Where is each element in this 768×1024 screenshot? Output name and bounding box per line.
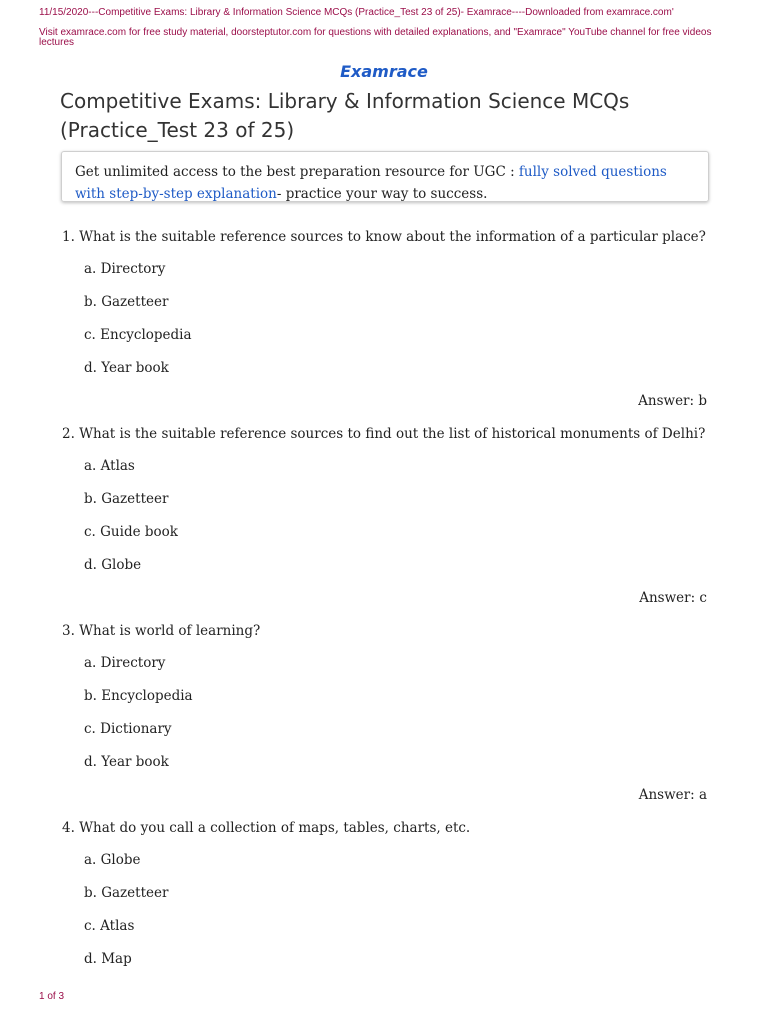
answer-option: b. Encyclopedia [84, 688, 193, 704]
page-counter: 1 of 3 [39, 991, 65, 1002]
answer-option: c. Dictionary [84, 721, 172, 737]
promo-link-line2: with step-by-step explanation [75, 186, 277, 202]
answer-option: d. Map [84, 951, 132, 967]
promo-text: Get unlimited access to the best preparation resource for UGC : [75, 164, 519, 180]
page-title-line2: (Practice_Test 23 of 25) [60, 118, 295, 142]
answer-key: Answer: b [638, 393, 707, 409]
question-text: 4. What do you call a collection of maps, tables, charts, etc. [62, 820, 471, 836]
promo-suffix: - practice your way to success. [276, 186, 488, 202]
answer-option: a. Directory [84, 261, 166, 277]
promo-box [61, 151, 709, 202]
answer-option: b. Gazetteer [84, 885, 169, 901]
answer-option: c. Guide book [84, 524, 178, 540]
brand-logo-text[interactable]: Examrace [340, 62, 428, 81]
answer-option: b. Gazetteer [84, 491, 169, 507]
answer-option: a. Directory [84, 655, 166, 671]
download-header: 11/15/2020---Competitive Exams: Library & Information Science MCQs (Practice_Test 23 of 25)- Examrace----Downloaded from examrace.com' [39, 7, 674, 18]
answer-option: d. Year book [84, 754, 169, 770]
question-text: 3. What is world of learning? [62, 623, 261, 639]
answer-option: b. Gazetteer [84, 294, 169, 310]
answer-key: Answer: a [638, 787, 707, 803]
question-text: 1. What is the suitable reference sources to know about the information of a particular place? [62, 229, 706, 245]
page-title [60, 87, 720, 145]
promo-link-line1: fully solved questions [518, 164, 667, 180]
visit-notice: Visit examrace.com for free study material, doorsteptutor.com for questions with detailed explanations, and "Examrace" YouTube channel for free videos lectures [39, 27, 712, 48]
answer-option: a. Atlas [84, 458, 135, 474]
answer-option: c. Encyclopedia [84, 327, 192, 343]
answer-option: d. Year book [84, 360, 169, 376]
page-title-line1: Competitive Exams: Library & Information Science MCQs [60, 89, 630, 113]
answer-option: c. Atlas [84, 918, 135, 934]
answer-option: d. Globe [84, 557, 142, 573]
answer-key: Answer: c [639, 590, 707, 606]
question-text: 2. What is the suitable reference sources to find out the list of historical monuments of Delhi? [62, 426, 706, 442]
answer-option: a. Globe [84, 852, 141, 868]
